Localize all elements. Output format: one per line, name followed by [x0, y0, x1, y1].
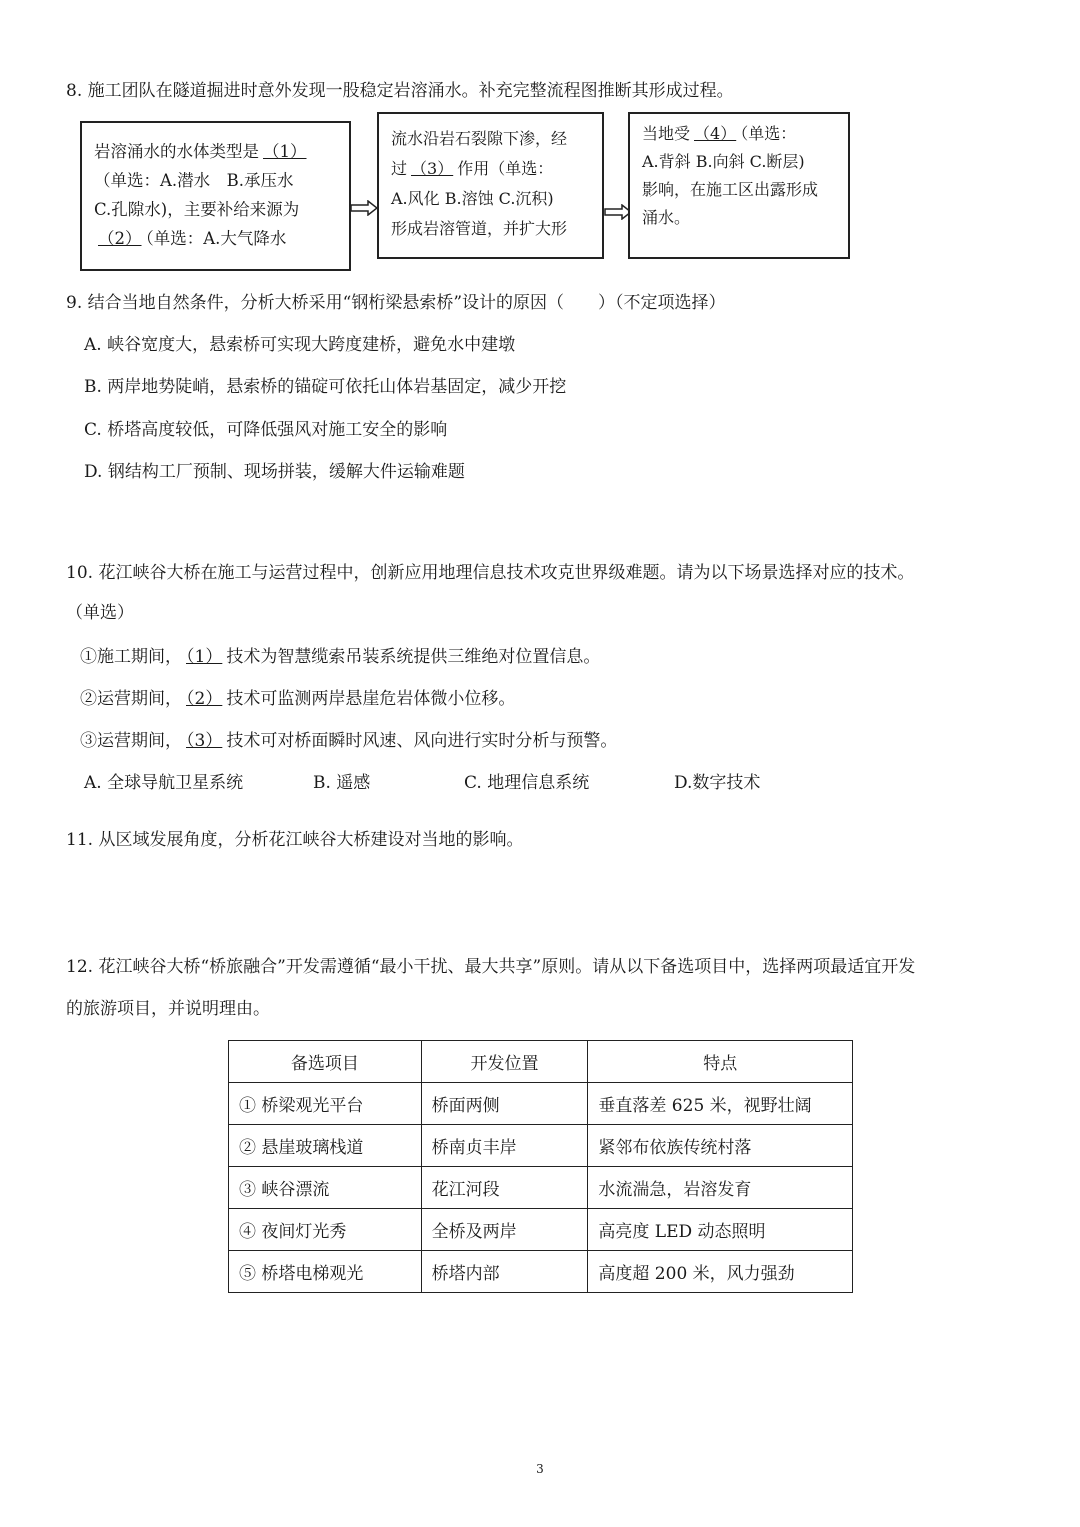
table-row: [229, 1167, 853, 1209]
table-cell: 垂直落差 625 米，视野壮阔: [588, 1083, 853, 1125]
tourism-options-table: [228, 1040, 853, 1293]
q11-stem: 11. 从区域发展角度，分析花江峡谷大桥建设对当地的影响。: [66, 830, 524, 850]
table-cell: ④ 夜间灯光秀: [229, 1209, 422, 1251]
q10-item-text: 技术可对桥面瞬时风速、风向进行实时分析与预警。: [226, 731, 618, 751]
flow-box-1-text: C.孔隙水)，主要补给来源为: [94, 200, 300, 219]
q10-blank-3: （3）: [186, 731, 223, 751]
blank-2: （2）: [98, 229, 142, 248]
flow-box-2-text: A.风化 B.溶蚀 C.沉积): [391, 189, 554, 208]
flow-arrow-right-icon: [350, 200, 378, 216]
flow-box-2-text: 作用（单选：: [457, 159, 554, 178]
table-row: [229, 1251, 853, 1293]
q10-item-text: ③运营期间，: [80, 731, 182, 751]
table-header-cell: 特点: [588, 1041, 853, 1083]
flow-box-2-text: 流水沿岩石裂隙下渗，经: [391, 129, 568, 148]
q10-blank-1: （1）: [186, 647, 223, 667]
q10-item-3: [80, 730, 617, 752]
table-cell: 高亮度 LED 动态照明: [588, 1209, 853, 1251]
table-cell: 桥塔内部: [421, 1251, 588, 1293]
q10-item-2: [80, 688, 515, 710]
table-cell: 花江河段: [421, 1167, 588, 1209]
table-header-cell: 备选项目: [229, 1041, 422, 1083]
q12-stem-line-2: 的旅游项目，并说明理由。: [66, 999, 270, 1019]
table-cell: 高度超 200 米，风力强劲: [588, 1251, 853, 1293]
flow-box-3-text: A.背斜 B.向斜 C.断层): [642, 152, 805, 171]
table-cell: ⑤ 桥塔电梯观光: [229, 1251, 422, 1293]
table-row: [229, 1083, 853, 1125]
table-row: [229, 1209, 853, 1251]
blank-3: （3）: [411, 159, 454, 178]
table-cell: 桥南贞丰岸: [421, 1125, 588, 1167]
flow-box-3: [628, 112, 850, 259]
flow-box-1-text: （单选：A.大气降水: [145, 229, 287, 248]
blank-4: （4）: [694, 124, 737, 143]
flow-box-1-text: 岩溶涌水的水体类型是: [94, 142, 259, 161]
q10-choice-d: D.数字技术: [674, 773, 761, 793]
q10-choice-a: A. 全球导航卫星系统: [84, 773, 244, 793]
q10-item-1: [80, 646, 600, 668]
page-number: 3: [536, 1462, 544, 1476]
q12-stem-line-1: 12. 花江峡谷大桥“桥旅融合”开发需遵循“最小干扰、最大共享”原则。请从以下备选项目中，选择两项最适宜开发: [66, 957, 916, 977]
q9-option-b: B. 两岸地势陡峭，悬索桥的锚碇可依托山体岩基固定，减少开挖: [84, 377, 567, 397]
flow-box-1: [80, 121, 351, 271]
table-cell: ① 桥梁观光平台: [229, 1083, 422, 1125]
q9-option-c: C. 桥塔高度较低，可降低强风对施工安全的影响: [84, 420, 448, 440]
table-cell: 水流湍急，岩溶发育: [588, 1167, 853, 1209]
q10-item-text: ②运营期间，: [80, 689, 182, 709]
q10-item-text: 技术为智慧缆索吊装系统提供三维绝对位置信息。: [226, 647, 601, 667]
q10-choice-c: C. 地理信息系统: [464, 773, 590, 793]
table-header-cell: 开发位置: [421, 1041, 588, 1083]
flow-box-3-text: （单选：: [740, 124, 797, 143]
q10-note: （单选）: [66, 603, 134, 623]
q10-item-text: 技术可监测两岸悬崖危岩体微小位移。: [226, 689, 516, 709]
flow-box-1-text: （单选：A.潜水 B.承压水: [94, 171, 294, 190]
table-row: [229, 1125, 853, 1167]
q10-item-text: ①施工期间，: [80, 647, 182, 667]
q10-stem: 10. 花江峡谷大桥在施工与运营过程中，创新应用地理信息技术攻克世界级难题。请为以下场景选择对应的技术。: [66, 563, 915, 583]
table-cell: 桥面两侧: [421, 1083, 588, 1125]
table-cell: ② 悬崖玻璃栈道: [229, 1125, 422, 1167]
q8-stem: 8. 施工团队在隧道掘进时意外发现一股稳定岩溶涌水。补充完整流程图推断其形成过程。: [66, 81, 734, 101]
flow-box-3-text: 当地受: [642, 124, 691, 143]
flow-box-3-text: 影响，在施工区出露形成: [642, 180, 819, 199]
table-header-row: [229, 1041, 853, 1083]
q10-blank-2: （2）: [186, 689, 223, 709]
q9-option-d: D. 钢结构工厂预制、现场拼装，缓解大件运输难题: [84, 462, 465, 482]
flow-box-3-text: 涌水。: [642, 208, 691, 227]
flow-box-2-text: 过: [391, 159, 408, 178]
q9-stem: 9. 结合当地自然条件，分析大桥采用“钢桁梁悬索桥”设计的原因（ ）（不定项选择）: [66, 293, 726, 313]
table-cell: 全桥及两岸: [421, 1209, 588, 1251]
q10-choice-b: B. 遥感: [313, 773, 371, 793]
table-cell: ③ 峡谷漂流: [229, 1167, 422, 1209]
q9-option-a: A. 峡谷宽度大，悬索桥可实现大跨度建桥，避免水中建墩: [84, 335, 516, 355]
blank-1: （1）: [263, 142, 307, 161]
flow-box-2-text: 形成岩溶管道，并扩大形: [391, 219, 568, 238]
flow-box-2: [377, 112, 604, 259]
table-cell: 紧邻布依族传统村落: [588, 1125, 853, 1167]
